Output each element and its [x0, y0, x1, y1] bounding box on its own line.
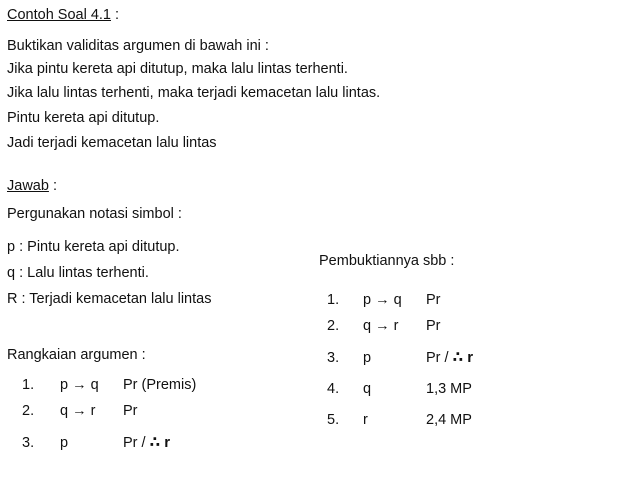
symbol-p: p : Pintu kereta api ditutup. — [7, 239, 180, 255]
proof-row-4-reason: 1,3 MP — [426, 381, 472, 397]
proof-row-1-reason: Pr — [426, 292, 441, 308]
instruction-text: Buktikan validitas argumen di bawah ini : — [7, 38, 269, 54]
proof-therefore-r-symbol: ∴ r — [452, 349, 474, 366]
answer-colon: : — [48, 178, 57, 194]
symbol-r: R : Terjadi kemacetan lalu lintas — [7, 291, 212, 307]
chain-row-2-expr: q → r — [60, 403, 96, 419]
premise-line-2: Jika lalu lintas terhenti, maka terjadi kemacetan lalu lintas. — [7, 85, 381, 101]
notation-intro: Pergunakan notasi simbol : — [7, 206, 182, 222]
proof-row-2-num: 2. — [327, 318, 340, 334]
chain-row-3-expr: p — [60, 435, 69, 451]
proof-row-5-num: 5. — [327, 412, 340, 428]
chain-row-1-reason: Pr (Premis) — [123, 377, 197, 393]
page-title-line — [7, 6, 119, 24]
premise-line-3: Pintu kereta api ditutup. — [7, 110, 160, 126]
chain-row-3-num: 3. — [22, 435, 35, 451]
chain-row-1-expr: p → q — [60, 377, 99, 393]
answer-label: Jawab — [7, 178, 49, 194]
chain-row-3-reason: Pr / — [123, 435, 150, 451]
premise-line-1: Jika pintu kereta api ditutup, maka lalu lintas terhenti. — [7, 61, 348, 77]
proof-row-1-num: 1. — [327, 292, 340, 308]
proof-row-5-expr: r — [363, 412, 368, 428]
title-colon: : — [111, 7, 120, 23]
conclusion-line: Jadi terjadi kemacetan lalu lintas — [7, 135, 217, 151]
proof-row-4-num: 4. — [327, 381, 340, 397]
chain-row-3-reason-line — [123, 434, 170, 452]
proof-row-3-num: 3. — [327, 350, 340, 366]
chain-row-2-num: 2. — [22, 403, 35, 419]
proof-row-3-reason-line — [426, 349, 473, 367]
proof-row-4-expr: q — [363, 381, 372, 397]
page-title: Contoh Soal 4.1 — [7, 7, 111, 23]
proof-row-1-expr: p → q — [363, 292, 402, 308]
chain-row-1-num: 1. — [22, 377, 35, 393]
chain-row-2-reason: Pr — [123, 403, 138, 419]
proof-row-3-reason: Pr / — [426, 350, 453, 366]
proof-row-2-reason: Pr — [426, 318, 441, 334]
proof-heading: Pembuktiannya sbb : — [319, 253, 455, 269]
proof-row-5-reason: 2,4 MP — [426, 412, 472, 428]
therefore-r-symbol: ∴ r — [149, 434, 171, 451]
proof-row-2-expr: q → r — [363, 318, 399, 334]
proof-row-3-expr: p — [363, 350, 372, 366]
symbol-q: q : Lalu lintas terhenti. — [7, 265, 149, 281]
answer-label-line — [7, 177, 57, 195]
argument-chain-heading: Rangkaian argumen : — [7, 347, 146, 363]
